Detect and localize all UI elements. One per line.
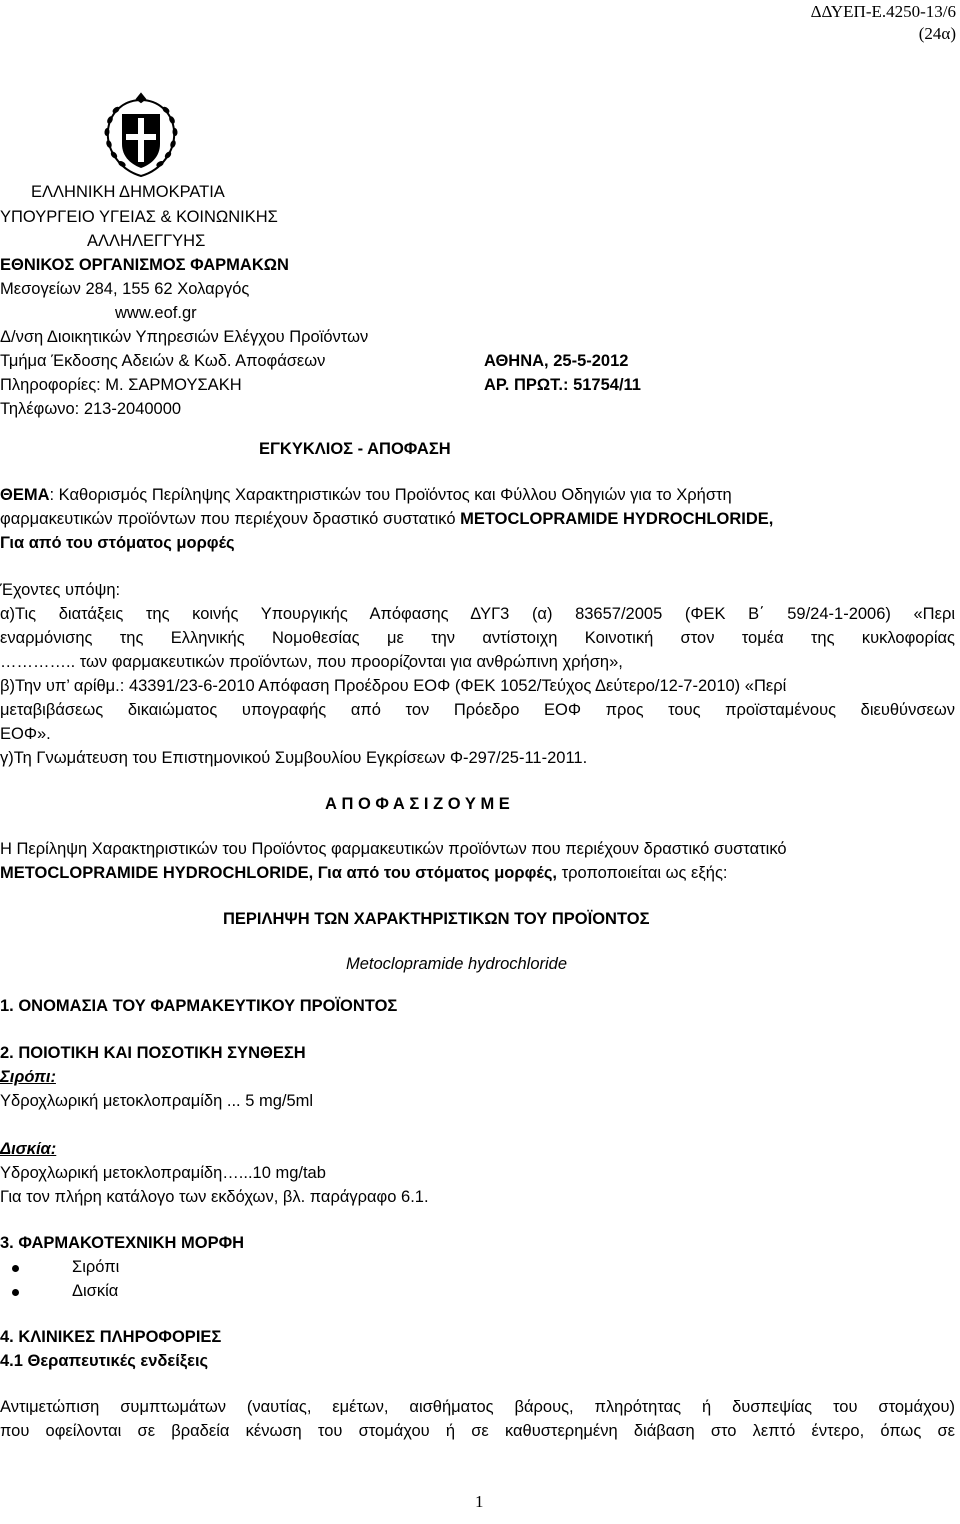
section-4-1-heading: 4.1 Θεραπευτικές ενδείξεις — [0, 1352, 209, 1370]
decision-text-2: τροποποιείται ως εξής: — [557, 864, 728, 882]
consideration-b-line-1: β)Την υπ’ αρίθμ.: 43391/23-6-2010 Απόφαση Προέδρου ΕΟΦ (ΦΕΚ 1052/Τεύχος Δεύτερο/12-7-2010) «Περί — [0, 677, 787, 695]
decision-active-substance: METOCLOPRAMIDE HYDROCHLORIDE, Για από του στόματος μορφές, — [0, 864, 558, 882]
subject-text-1: : Καθορισμός Περίληψης Χαρακτηριστικών του Προϊόντος και Φύλλου Οδηγιών για το Χρήστη — [49, 486, 732, 504]
header-date: ΑΘΗΝΑ, 25-5-2012 — [484, 352, 629, 370]
header-contact-person: Πληροφορίες: Μ. ΣΑΡΜΟΥΣΑΚΗ — [0, 376, 242, 394]
consideration-b-line-2: μεταβιβάσεως δικαιώματος υπογραφής από τον Πρόεδρο ΕΟΦ προς τους προϊσταμένους διευθύνσεων — [0, 701, 955, 719]
header-ministry: ΥΠΟΥΡΓΕΙΟ ΥΓΕΙΑΣ & ΚΟΙΝΩΝΙΚΗΣ — [0, 208, 278, 226]
consideration-c-line: γ)Τη Γνωμάτευση του Επιστημονικού Συμβουλίου Εγκρίσεων Φ-297/25-11-2011. — [0, 749, 588, 767]
section-4-heading: 4. ΚΛΙΝΙΚΕΣ ΠΛΗΡΟΦΟΡΙΕΣ — [0, 1328, 222, 1346]
header-directorate: Δ/νση Διοικητικών Υπηρεσιών Ελέγχου Προϊόντων — [0, 328, 369, 346]
consideration-a-line-1: α)Τις διατάξεις της κοινής Υπουργικής Απόφασης ΔΥΓ3 (α) 83657/2005 (ΦΕΚ Β΄ 59/24-1-2006) «Περι — [0, 605, 955, 623]
bullet-icon — [12, 1265, 19, 1272]
header-phone: Τηλέφωνο: 213-2040000 — [0, 400, 182, 418]
subject-line-2 — [0, 510, 773, 530]
decision-line-2 — [0, 864, 728, 884]
subject-line-1 — [0, 486, 732, 506]
header-ministry-cont: ΑΛΛΗΛΕΓΓΥΗΣ — [87, 232, 206, 250]
form-tablets: Δισκία — [72, 1282, 119, 1300]
bullet-icon — [12, 1289, 19, 1296]
protocol-value: : 51754/11 — [562, 376, 641, 394]
protocol-label: ΑΡ. ΠΡΩΤ. — [484, 376, 563, 394]
consideration-a-line-2: εναρμόνισης της Ελληνικής Νομοθεσίας με την αντίστοιχη Κοινοτική στον τομέα της κυκλοφορίας — [0, 629, 955, 647]
form-syrup: Σιρόπι — [72, 1258, 120, 1276]
page-number: 1 — [475, 1492, 484, 1511]
header-organization: ΕΘΝΙΚΟΣ ΟΡΓΑΝΙΣΜΟΣ ΦΑΡΜΑΚΩΝ — [0, 256, 289, 274]
syrup-composition: Υδροχλωρική μετοκλοπραμίδη ... 5 mg/5ml — [0, 1092, 314, 1110]
subject-active-substance: METOCLOPRAMIDE HYDROCHLORIDE, — [460, 510, 774, 528]
indications-line-2: που οφείλονται σε βραδεία κένωση του στομάχου ή σε καθυστερημένη διάβαση στο λεπτό έντερο, όπως σε — [0, 1422, 955, 1440]
section-2-heading: 2. ΠΟΙΟΤΙΚΗ ΚΑΙ ΠΟΣΟΤΙΚΗ ΣΥΝΘΕΣΗ — [0, 1044, 306, 1062]
subject-line-3: Για από του στόματος μορφές — [0, 534, 235, 552]
decision-line-1: Η Περίληψη Χαρακτηριστικών του Προϊόντος φαρμακευτικών προϊόντων που περιέχουν δραστικό συστατικό — [0, 840, 787, 858]
header-website: www.eof.gr — [115, 304, 197, 322]
document-code: ΔΔΥΕΠ-Ε.4250-13/6 — [810, 2, 956, 21]
header-republic: ΕΛΛΗΝΙΚΗ ΔΗΜΟΚΡΑΤΙΑ — [31, 183, 225, 201]
excipients-reference: Για τον πλήρη κατάλογο των εκδόχων, βλ. παράγραφο 6.1. — [0, 1188, 429, 1206]
greek-coat-of-arms-icon — [96, 92, 186, 180]
header-protocol — [484, 376, 641, 396]
section-1-heading: 1. ΟΝΟΜΑΣΙΑ ΤΟΥ ΦΑΡΜΑΚΕΥΤΙΚΟΥ ΠΡΟΪΟΝΤΟΣ — [0, 997, 398, 1015]
document-title: ΕΓΚΥΚΛΙΟΣ - ΑΠΟΦΑΣΗ — [259, 440, 451, 458]
tablet-label: Δισκία: — [0, 1140, 57, 1158]
considerations-intro: Έχοντες υπόψη: — [0, 581, 121, 599]
subject-label: ΘΕΜΑ — [0, 486, 50, 504]
syrup-label: Σιρόπι: — [0, 1068, 56, 1086]
decision-heading: Α Π Ο Φ Α Σ Ι Ζ Ο Υ Μ Ε — [325, 795, 510, 813]
indications-line-1: Αντιμετώπιση συμπτωμάτων (ναυτίας, εμέτων, αισθήματος βάρους, πληρότητας ή δυσπεψίας του στομάχου) — [0, 1398, 955, 1416]
tablet-composition: Υδροχλωρική μετοκλοπραμίδη…...10 mg/tab — [0, 1164, 326, 1182]
product-name: Metoclopramide hydrochloride — [346, 955, 568, 973]
header-address: Μεσογείων 284, 155 62 Χολαργός — [0, 280, 250, 298]
consideration-b-line-3: ΕΟΦ». — [0, 725, 51, 743]
subject-text-2: φαρμακευτικών προϊόντων που περιέχουν δραστικό συστατικό — [0, 510, 461, 528]
document-code-sub: (24α) — [918, 24, 956, 43]
spc-title: ΠΕΡΙΛΗΨΗ ΤΩΝ ΧΑΡΑΚΤΗΡΙΣΤΙΚΩΝ ΤΟΥ ΠΡΟΪΟΝΤΟΣ — [223, 910, 650, 928]
consideration-a-line-3: ………….. των φαρμακευτικών προϊόντων, που προορίζονται για ανθρώπινη χρήση», — [0, 653, 623, 671]
header-department: Τμήμα Έκδοσης Αδειών & Κωδ. Αποφάσεων — [0, 352, 326, 370]
section-3-heading: 3. ΦΑΡΜΑΚΟΤΕΧΝΙΚΗ ΜΟΡΦΗ — [0, 1234, 245, 1252]
